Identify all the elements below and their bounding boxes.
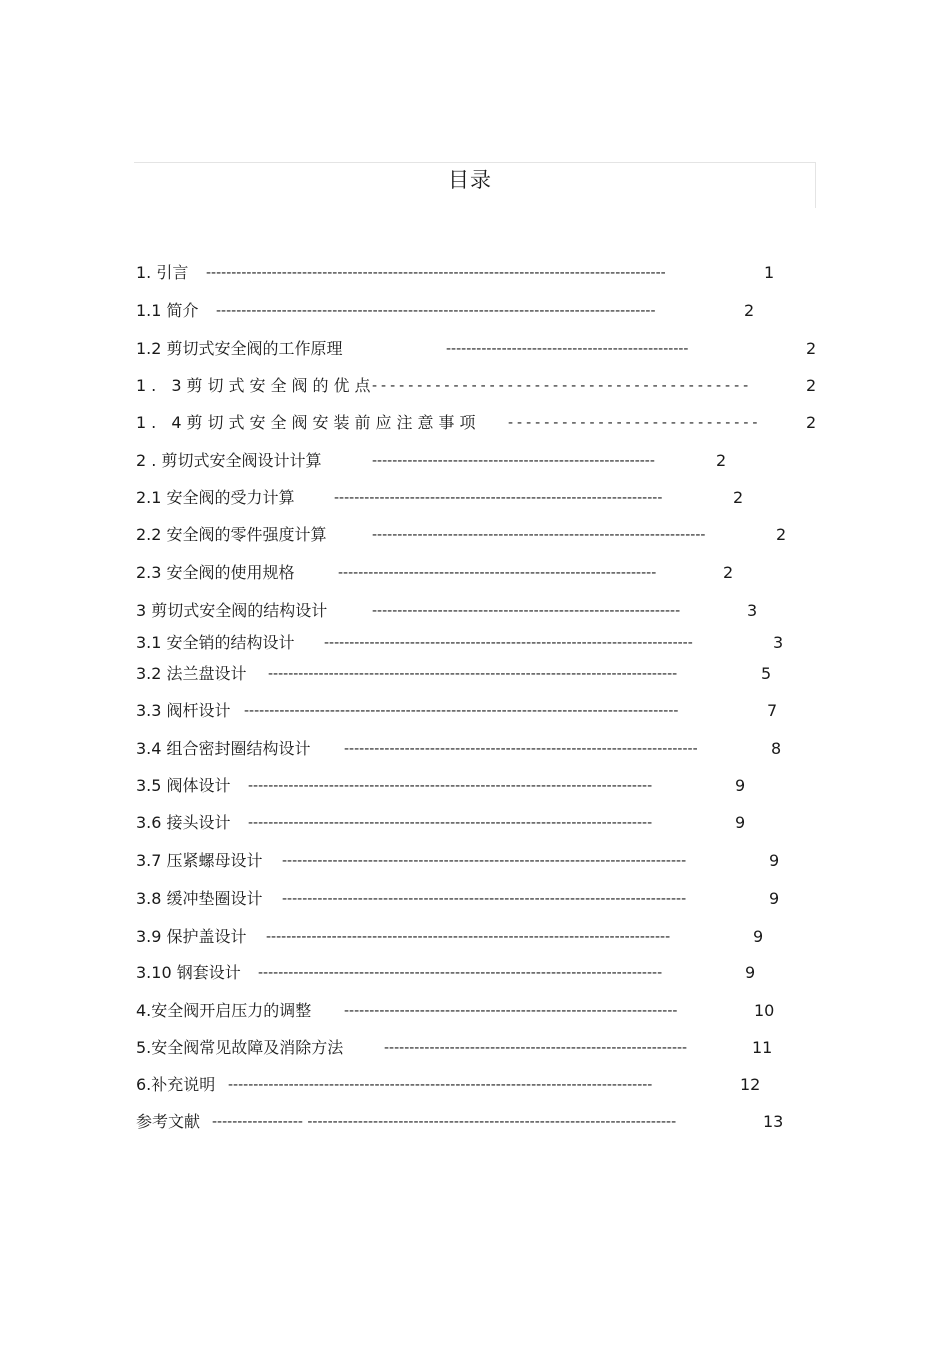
toc-entry[interactable] (136, 926, 764, 948)
toc-entry-page: 12 (740, 1075, 761, 1094)
toc-entry-page: 9 (769, 889, 780, 908)
toc-entry-label: 3.6 接头设计 (136, 813, 231, 832)
toc-entry-page: 3 (773, 633, 784, 652)
toc-entry-page: 9 (753, 927, 764, 946)
toc-entry-label: 4.安全阀开启压力的调整 (136, 1001, 312, 1020)
toc-entry-page: 2 (744, 301, 755, 320)
toc-leader-dots: -------------------------------------------------------- (372, 453, 655, 469)
toc-entry-label: 3.10 钢套设计 (136, 963, 241, 982)
header-rule (134, 162, 816, 163)
toc-entry[interactable] (136, 1111, 784, 1133)
toc-entry-label: 2 . 剪切式安全阀设计计算 (136, 451, 322, 470)
toc-entry[interactable] (136, 412, 817, 434)
toc-entry[interactable] (136, 375, 817, 397)
toc-entry[interactable] (136, 600, 758, 622)
toc-entry-page: 9 (769, 851, 780, 870)
toc-entry[interactable] (136, 1074, 761, 1096)
toc-entry-page: 5 (761, 664, 772, 683)
toc-entry[interactable] (136, 487, 744, 509)
toc-entry-label: 3.9 保护盖设计 (136, 927, 247, 946)
toc-leader-dots: ------------------------------------------------------------------------- (324, 635, 693, 651)
toc-leader-dots: -------------------------------------------------------------------------------- (258, 965, 663, 981)
toc-leader-dots: -------------------------------------------------------------------------------- (266, 929, 671, 945)
toc-entry-label: 6.补充说明 (136, 1075, 216, 1094)
toc-entry-page: 2 (806, 376, 817, 395)
toc-leader-dots: ------------------------------------------------------------ (384, 1040, 688, 1056)
toc-entry[interactable] (136, 338, 817, 360)
toc-leader-dots: ----------------------------------------------------------------- (334, 490, 663, 506)
toc-entry-label: 3.7 压紧螺母设计 (136, 851, 263, 870)
toc-entry[interactable] (136, 450, 727, 472)
toc-entry-label: 3.4 组合密封圈结构设计 (136, 739, 311, 758)
toc-leader-dots: ------------------------------------------------ (446, 341, 689, 357)
toc-entry-page: 9 (735, 776, 746, 795)
toc-entry[interactable] (136, 888, 780, 910)
toc-entry[interactable] (136, 775, 746, 797)
toc-entry-label: 5.安全阀常见故障及消除方法 (136, 1038, 344, 1057)
toc-entry-label: 3.1 安全销的结构设计 (136, 633, 295, 652)
toc-leader-dots: ------------------------------------------------------------- (372, 603, 681, 619)
toc-leader-dots: -------------------------------------------------------------------------------- (282, 853, 687, 869)
toc-leader-dots: --------------------------------------------------------------------------------------- (216, 303, 656, 319)
toc-entry[interactable] (136, 300, 755, 322)
toc-entry-page: 10 (754, 1001, 775, 1020)
toc-entry-label: 3 剪切式安全阀的结构设计 (136, 601, 328, 620)
toc-leader-dots: -------------------------------------------------------------------------------- (282, 891, 687, 907)
toc-entry-label: 3.2 法兰盘设计 (136, 664, 247, 683)
toc-leader-dots: ------------------------------------------------------------------ (372, 527, 706, 543)
toc-leader-dots: ------------------------------------------------------------------------------------------- (206, 265, 666, 281)
toc-entry-page: 2 (716, 451, 727, 470)
toc-entry-label: 1. 引言 (136, 263, 189, 282)
toc-entry-page: 3 (747, 601, 758, 620)
toc-entry-page: 13 (763, 1112, 784, 1131)
toc-entry-label: 3.3 阀杆设计 (136, 701, 231, 720)
toc-entry-page: 2 (733, 488, 744, 507)
toc-entry[interactable] (136, 962, 756, 984)
toc-leader-dots: ------------------ ------------------------------------------------------------------------- (212, 1114, 677, 1130)
toc-entry-page: 11 (752, 1038, 773, 1057)
toc-entry-label: 3.8 缓冲垫圈设计 (136, 889, 263, 908)
toc-entry-page: 2 (776, 525, 787, 544)
toc-entry[interactable] (136, 562, 734, 584)
toc-entry-label: 参考文献 (136, 1112, 201, 1131)
toc-entry-page: 8 (771, 739, 782, 758)
toc-leader-dots: --------------------------------------------------------------- (338, 565, 657, 581)
toc-entry-label: 1.1 简介 (136, 301, 199, 320)
toc-entry[interactable] (136, 663, 772, 685)
toc-entry[interactable] (136, 850, 780, 872)
toc-entry[interactable] (136, 1000, 775, 1022)
toc-leader-dots: -------------------------------------------------------------------------------------- (244, 703, 679, 719)
toc-leader-dots: ---------------------------- (508, 415, 762, 431)
toc-entry-page: 2 (723, 563, 734, 582)
toc-leader-dots: ------------------------------------------------------------------ (344, 1003, 678, 1019)
toc-leader-dots: ------------------------------------------ (372, 378, 753, 394)
toc-entry-label: 2.3 安全阀的使用规格 (136, 563, 295, 582)
toc-leader-dots: --------------------------------------------------------------------------------- (268, 666, 678, 682)
toc-entry-label: 2.1 安全阀的受力计算 (136, 488, 295, 507)
toc-entry[interactable] (136, 700, 778, 722)
toc-entry-page: 7 (767, 701, 778, 720)
toc-leader-dots: ------------------------------------------------------------------------------------ (228, 1077, 653, 1093)
toc-leader-dots: -------------------------------------------------------------------------------- (248, 778, 653, 794)
toc-entry-page: 2 (806, 339, 817, 358)
toc-title: 目录 (448, 168, 492, 192)
toc-entry-label: 1. 3剪切式安全阀的优点 (136, 376, 376, 395)
toc-entry-page: 1 (764, 263, 775, 282)
toc-entry-page: 9 (745, 963, 756, 982)
toc-entry-page: 2 (806, 413, 817, 432)
toc-leader-dots: -------------------------------------------------------------------------------- (248, 815, 653, 831)
toc-entry-label: 3.5 阀体设计 (136, 776, 231, 795)
toc-entry-page: 9 (735, 813, 746, 832)
toc-entry[interactable] (136, 1037, 773, 1059)
toc-entry[interactable] (136, 632, 784, 654)
toc-entry[interactable] (136, 738, 782, 760)
toc-entry[interactable] (136, 812, 746, 834)
toc-entry[interactable] (136, 262, 775, 284)
toc-entry-label: 1. 4剪切式安全阀安装前应注意事项 (136, 413, 481, 432)
toc-entry[interactable] (136, 524, 787, 546)
toc-leader-dots: ---------------------------------------------------------------------- (344, 741, 698, 757)
toc-entry-label: 2.2 安全阀的零件强度计算 (136, 525, 327, 544)
toc-entry-label: 1.2 剪切式安全阀的工作原理 (136, 339, 343, 358)
